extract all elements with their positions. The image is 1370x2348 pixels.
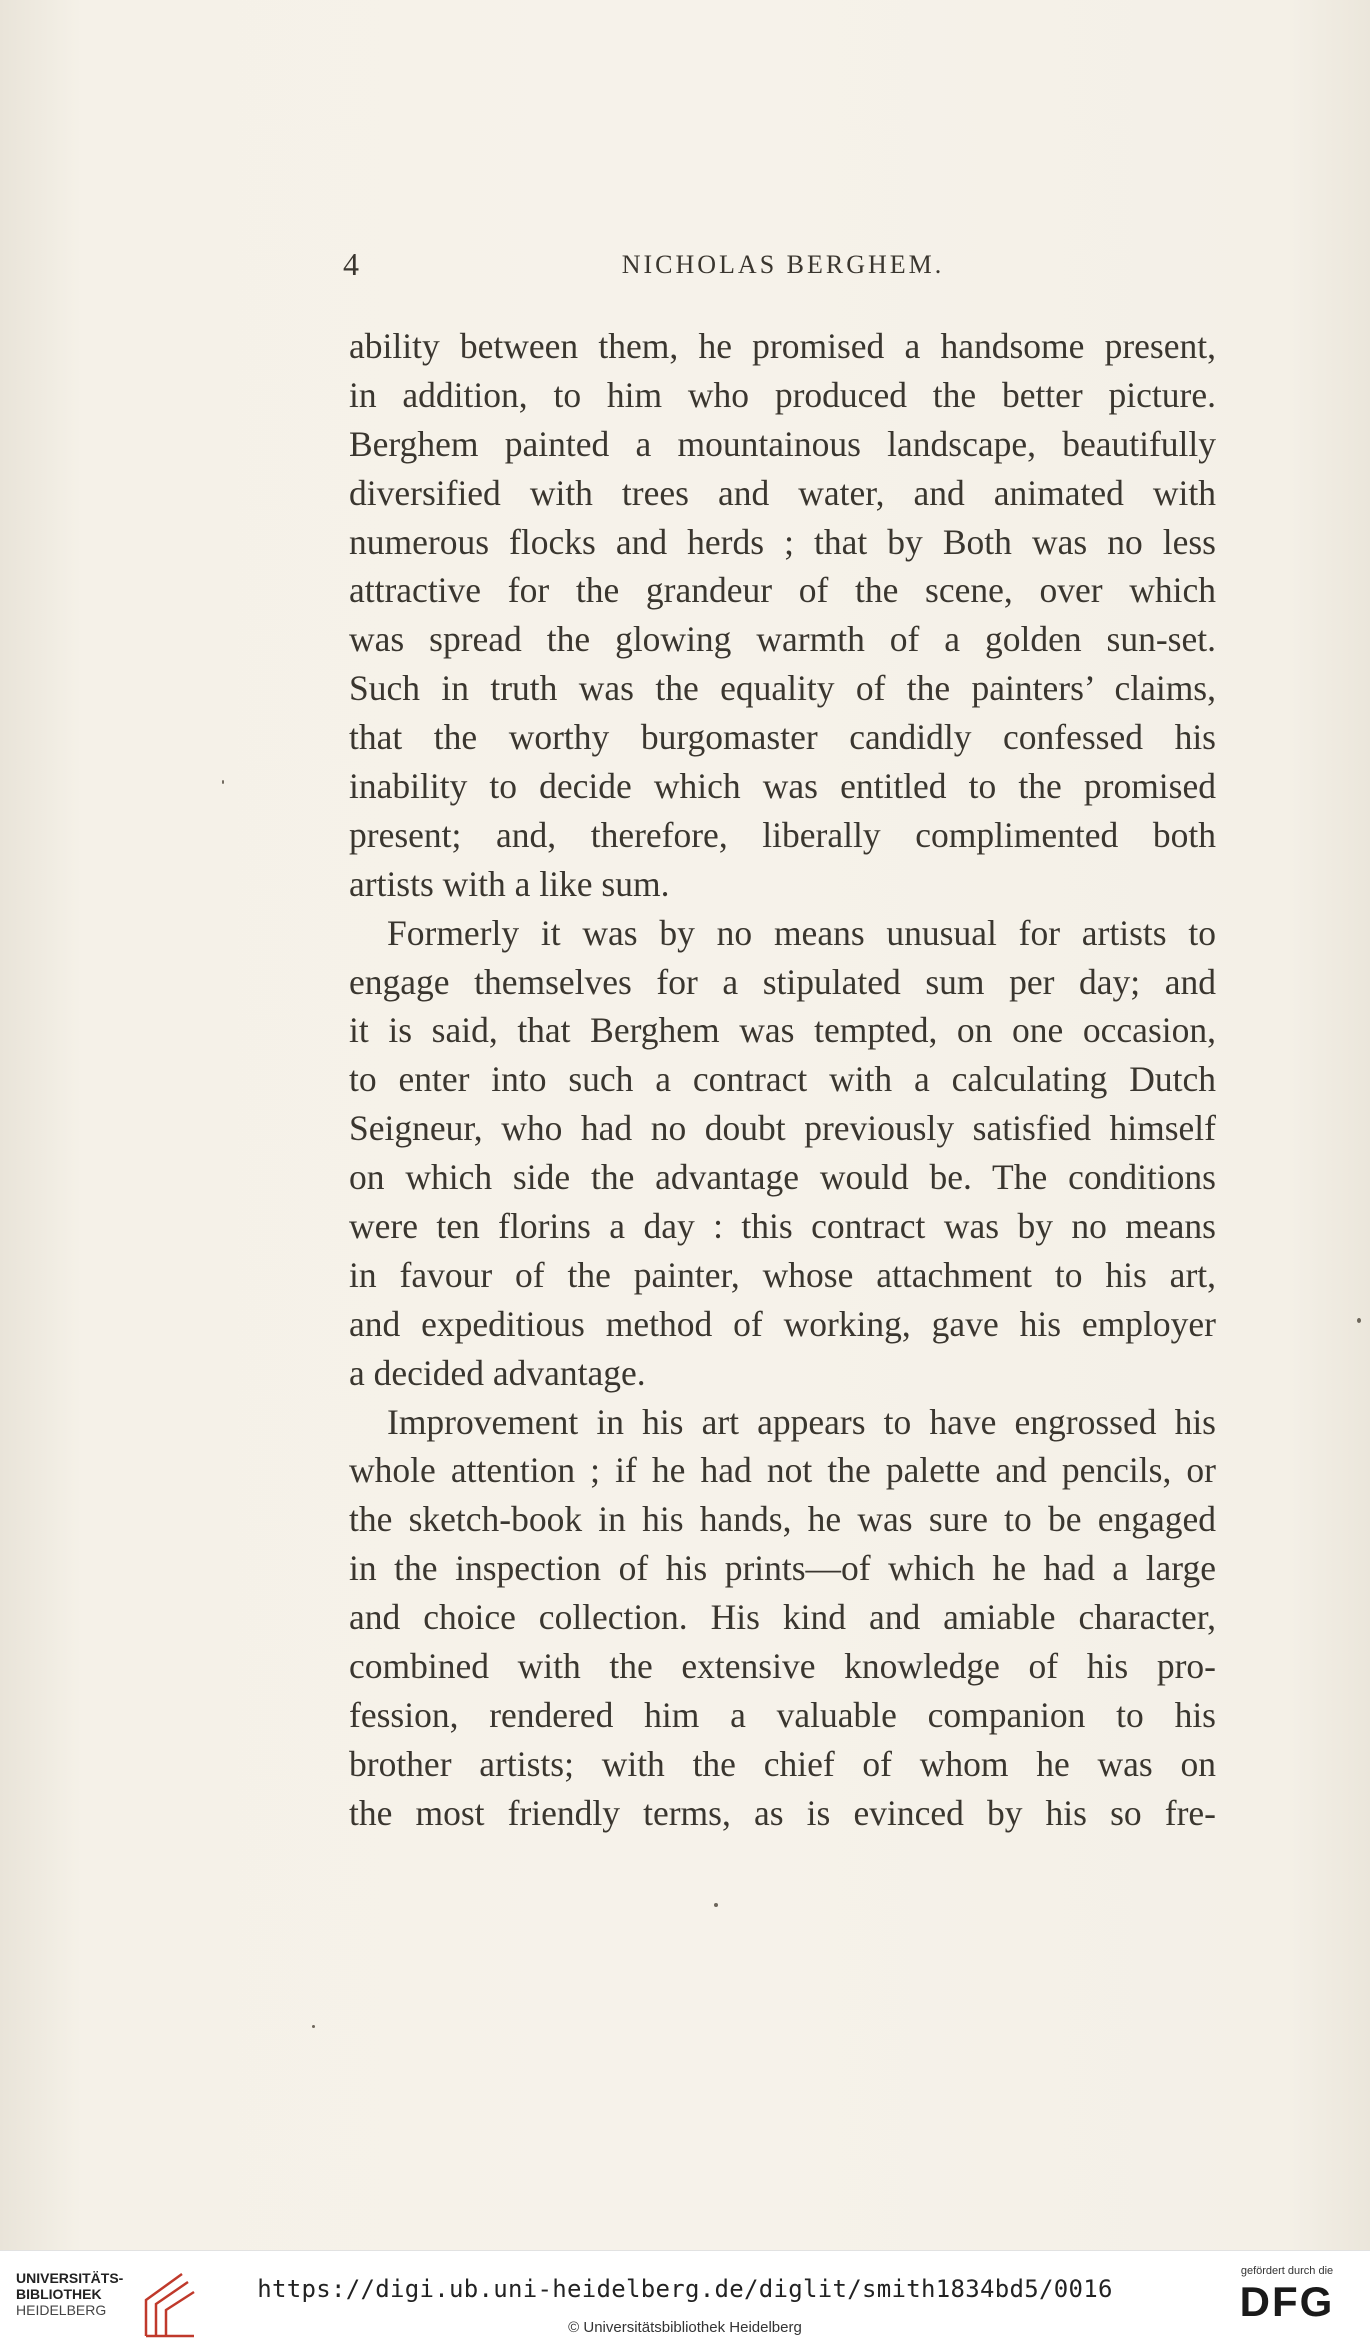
text-line: brother artists; with the chief of whom he was on (349, 1743, 1216, 1784)
text-line: the sketch-book in his hands, he was sure to be engaged (349, 1499, 1216, 1540)
paper-speck (312, 2025, 315, 2028)
dfg-funding-badge[interactable] (1222, 2265, 1352, 2325)
text-line: Formerly it was by no means unusual for artists to (387, 912, 1216, 953)
text-line: Seigneur, who had no doubt previously satisfied himself (349, 1108, 1216, 1149)
running-title: NICHOLAS BERGHEM. (621, 250, 945, 279)
text-line: in the inspection of his prints—of which he had a large (349, 1548, 1216, 1589)
page-number: 4 (343, 246, 360, 282)
text-line: ability between them, he promised a handsome present, (349, 326, 1216, 366)
library-name-line: HEIDELBERG (16, 2302, 107, 2318)
text-line: on which side the advantage would be. The conditions (349, 1157, 1216, 1198)
text-line: inability to decide which was entitled to the promised (349, 766, 1216, 807)
text-line: attractive for the grandeur of the scene, over which (349, 570, 1216, 611)
text-line: was spread the glowing warmth of a golden sun-set. (349, 619, 1216, 660)
copyright-notice: © Universitätsbibliothek Heidelberg (568, 2319, 802, 2336)
paper-speck (222, 780, 224, 784)
permalink-url[interactable]: https://digi.ub.uni-heidelberg.de/diglit/smith1834bd5/0016 (257, 2275, 1113, 2303)
paper-speck (1357, 1318, 1361, 1323)
text-line: engage themselves for a stipulated sum per day; and (349, 961, 1216, 1002)
text-line: it is said, that Berghem was tempted, on one occasion, (349, 1010, 1216, 1051)
text-line: the most friendly terms, as is evinced by his so fre- (349, 1792, 1216, 1833)
text-line: were ten florins a day : this contract was by no means (349, 1206, 1216, 1247)
text-line: combined with the extensive knowledge of his pro- (349, 1646, 1216, 1687)
text-line: fession, rendered him a valuable companion to his (349, 1694, 1216, 1735)
body-text (349, 322, 1216, 1838)
page-header (343, 246, 1223, 286)
library-name-line: BIBLIOTHEK (16, 2286, 102, 2302)
text-line: Such in truth was the equality of the painters’ claims, (349, 668, 1216, 709)
text-line: in addition, to him who produced the better picture. (349, 374, 1216, 415)
text-line: Improvement in his art appears to have engrossed his (387, 1401, 1216, 1442)
text-line: to enter into such a contract with a calculating Dutch (349, 1059, 1216, 1100)
text-line: that the worthy burgomaster candidly confessed his (349, 717, 1216, 758)
digitization-footer (0, 2250, 1370, 2348)
paper-speck (714, 1903, 718, 1907)
funding-caption: gefördert durch die (1240, 2265, 1334, 2277)
text-line: a decided advantage. (349, 1352, 646, 1393)
text-line: in favour of the painter, whose attachment to his art, (349, 1254, 1216, 1295)
text-line: Berghem painted a mountainous landscape, beautifully (349, 423, 1216, 464)
library-name-line: UNIVERSITÄTS- (16, 2270, 124, 2286)
text-line: artists with a like sum. (349, 863, 670, 904)
text-line: present; and, therefore, liberally complimented both (349, 814, 1216, 855)
text-line: whole attention ; if he had not the palette and pencils, or (349, 1450, 1216, 1491)
text-line: and choice collection. His kind and amiable character, (349, 1597, 1216, 1638)
text-line: and expeditious method of working, gave his employer (349, 1303, 1216, 1344)
text-line: diversified with trees and water, and animated with (349, 472, 1216, 513)
text-line: numerous flocks and herds ; that by Both was no less (349, 521, 1216, 562)
dfg-logo: DFG (1239, 2278, 1335, 2325)
